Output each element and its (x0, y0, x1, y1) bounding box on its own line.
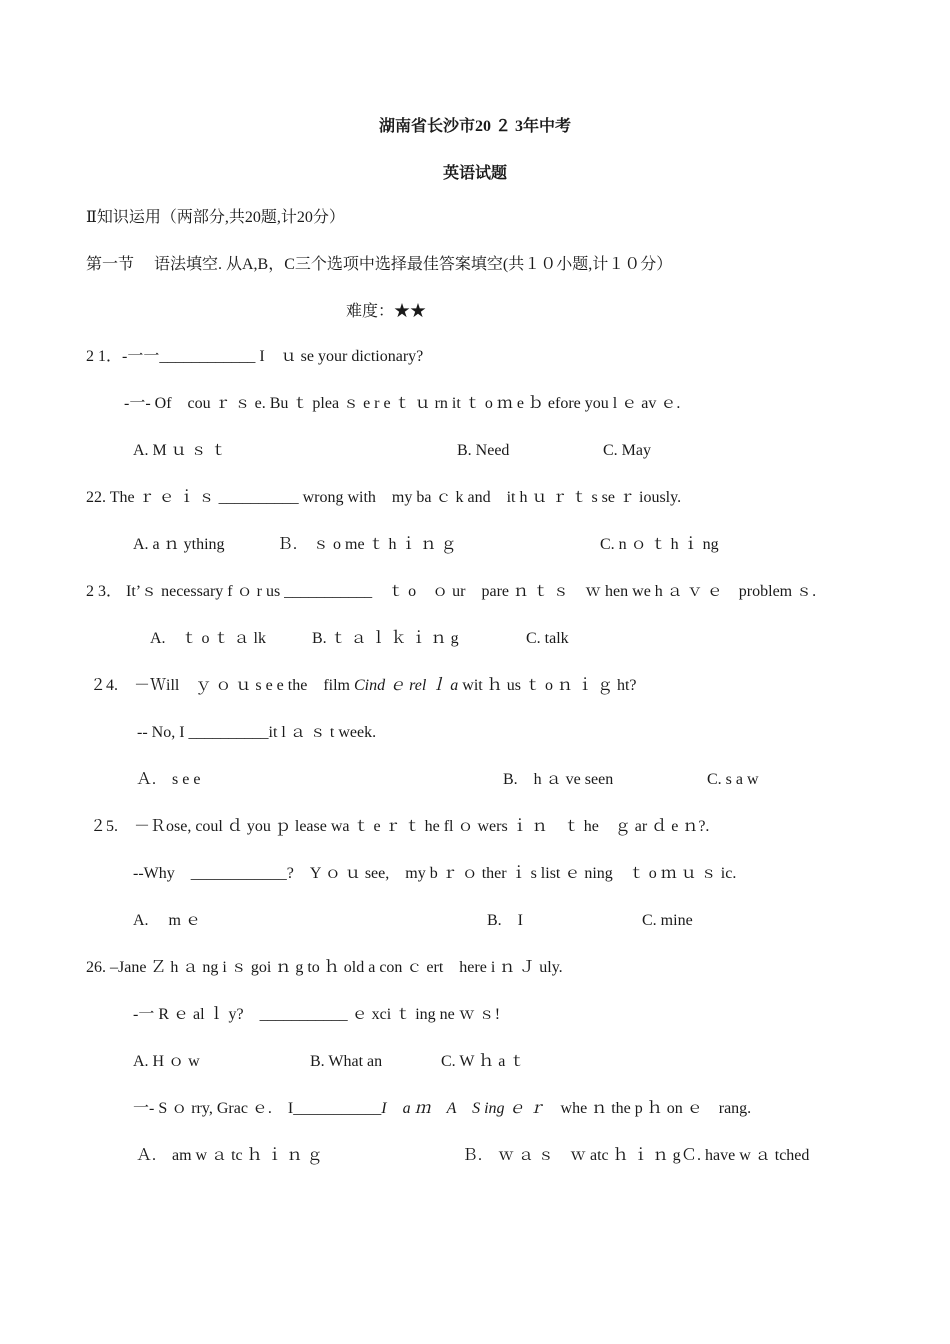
question-24-reply: -- No, I __________it l ａ ｓ t week. (137, 724, 377, 741)
question-22-option-c: C. n ｏ ｔ h ｉ ng (600, 536, 719, 553)
question-21-reply: -一- Of cou ｒ ｓ e. Bu ｔ plea ｓ e r e ｔ ｕ rn it ｔ o ｍ e ｂ efore you l ｅ av ｅ. (124, 395, 681, 412)
question-24-prompt-start: ２4. －Ｗill ｙ ｏ ｕ s e e the film (90, 677, 354, 694)
question-26-prompt: 26. –Jane Ｚ h ａ ng i ｓ goi ｎ g to ｈ old a con ｃ ert here i ｎ Ｊ uly. (86, 959, 563, 976)
question-21-option-a: A. M ｕ ｓ ｔ (133, 442, 227, 459)
question-24-prompt-end: wit ｈ us ｔ o ｎ ｉ ｇ ht? (458, 677, 637, 694)
question-25-option-a: A. m ｅ (133, 912, 202, 929)
question-27-option-a: Ａ. am w ａ tc ｈ ｉ ｎ ｇ (136, 1147, 323, 1164)
question-22-option-b: Ｂ. ｓ o me ｔ h ｉ ｎ ｇ (277, 536, 457, 553)
question-21-option-b: B. Need (457, 442, 510, 459)
question-27-option-b: Ｂ. ｗ ａ ｓ ｗ atc ｈ ｉ ｎ g (462, 1147, 681, 1164)
question-24-option-c: C. s a w (707, 771, 759, 788)
question-24-option-a: Ａ. s e e (136, 771, 201, 788)
question-21-option-c: C. May (603, 442, 651, 459)
question-26-option-a: A. H ｏ w (133, 1053, 200, 1070)
part-heading: Ⅱ知识运用（两部分,共20题,计20分） (86, 209, 345, 226)
question-21-prompt: 2 1．-一一____________ I ｕ se your dictionary? (86, 348, 424, 365)
question-25-option-b: B. I (487, 912, 524, 929)
document-subtitle: 英语试题 (442, 165, 507, 182)
question-23-option-c: C. talk (526, 630, 569, 647)
question-25-prompt: ２5. －Ｒose, coul ｄ you ｐ lease wa ｔ e ｒ ｔ he fl ｏ wers ｉ ｎ ｔ he ｇ ar ｄ e ｎ?. (90, 818, 710, 835)
question-22-prompt: 22. The ｒ ｅ ｉ ｓ __________ wrong with my ba ｃ k and it h ｕ ｒ ｔ s se ｒ iously. (86, 489, 682, 506)
question-26-option-b: B. What an (310, 1053, 383, 1070)
question-25-reply: --Why ____________? Y ｏ ｕ see, my b ｒ ｏ ther ｉ s list ｅ ning ｔ o ｍ ｕ ｓ ic. (133, 865, 737, 882)
question-27-prompt-start: 一- S ｏ rry, Grac ｅ. I___________ (133, 1100, 382, 1117)
question-23-prompt: 2 3． It’ｓ necessary f ｏ r us ___________ ｔ o ｏ ur pare ｎ ｔ ｓ ｗ hen we h ａ ｖ ｅ problem ｓ. (86, 583, 817, 600)
question-26-option-c: C. W ｈ a ｔ (441, 1053, 526, 1070)
question-24-prompt (90, 676, 637, 696)
question-25-option-c: C. mine (642, 912, 693, 929)
question-27-prompt (133, 1099, 751, 1119)
difficulty-rating: 难度：★★ (346, 303, 427, 320)
question-26-reply: -一 R ｅ al ｌ y? ___________ ｅ xci ｔ ing ne ｗ ｓ! (133, 1006, 501, 1023)
section-instruction: 第一节 语法填空. 从A,B，C三个选项中选择最佳答案填空(共１０小题,计１０分） (86, 256, 673, 273)
question-23-option-a: A. ｔ o ｔ ａ lk (150, 630, 267, 647)
question-27-prompt-end: whe ｎ the p ｈ on ｅ rang. (544, 1100, 752, 1117)
film-title: Cind ｅ rel ｌ a (353, 677, 459, 694)
question-24-option-b: B. h ａ ve seen (503, 771, 614, 788)
question-22-option-a: A. a ｎ ything (133, 536, 225, 553)
question-23-option-b: B. ｔ ａ ｌ ｋ ｉ ｎ g (312, 630, 459, 647)
question-27-option-c: Ｃ. have w ａ tched (681, 1147, 810, 1164)
show-title: I a ｍ A S ing ｅ ｒ (381, 1100, 545, 1117)
document-title: 湖南省长沙市20 ２ 3年中考 (378, 118, 571, 135)
